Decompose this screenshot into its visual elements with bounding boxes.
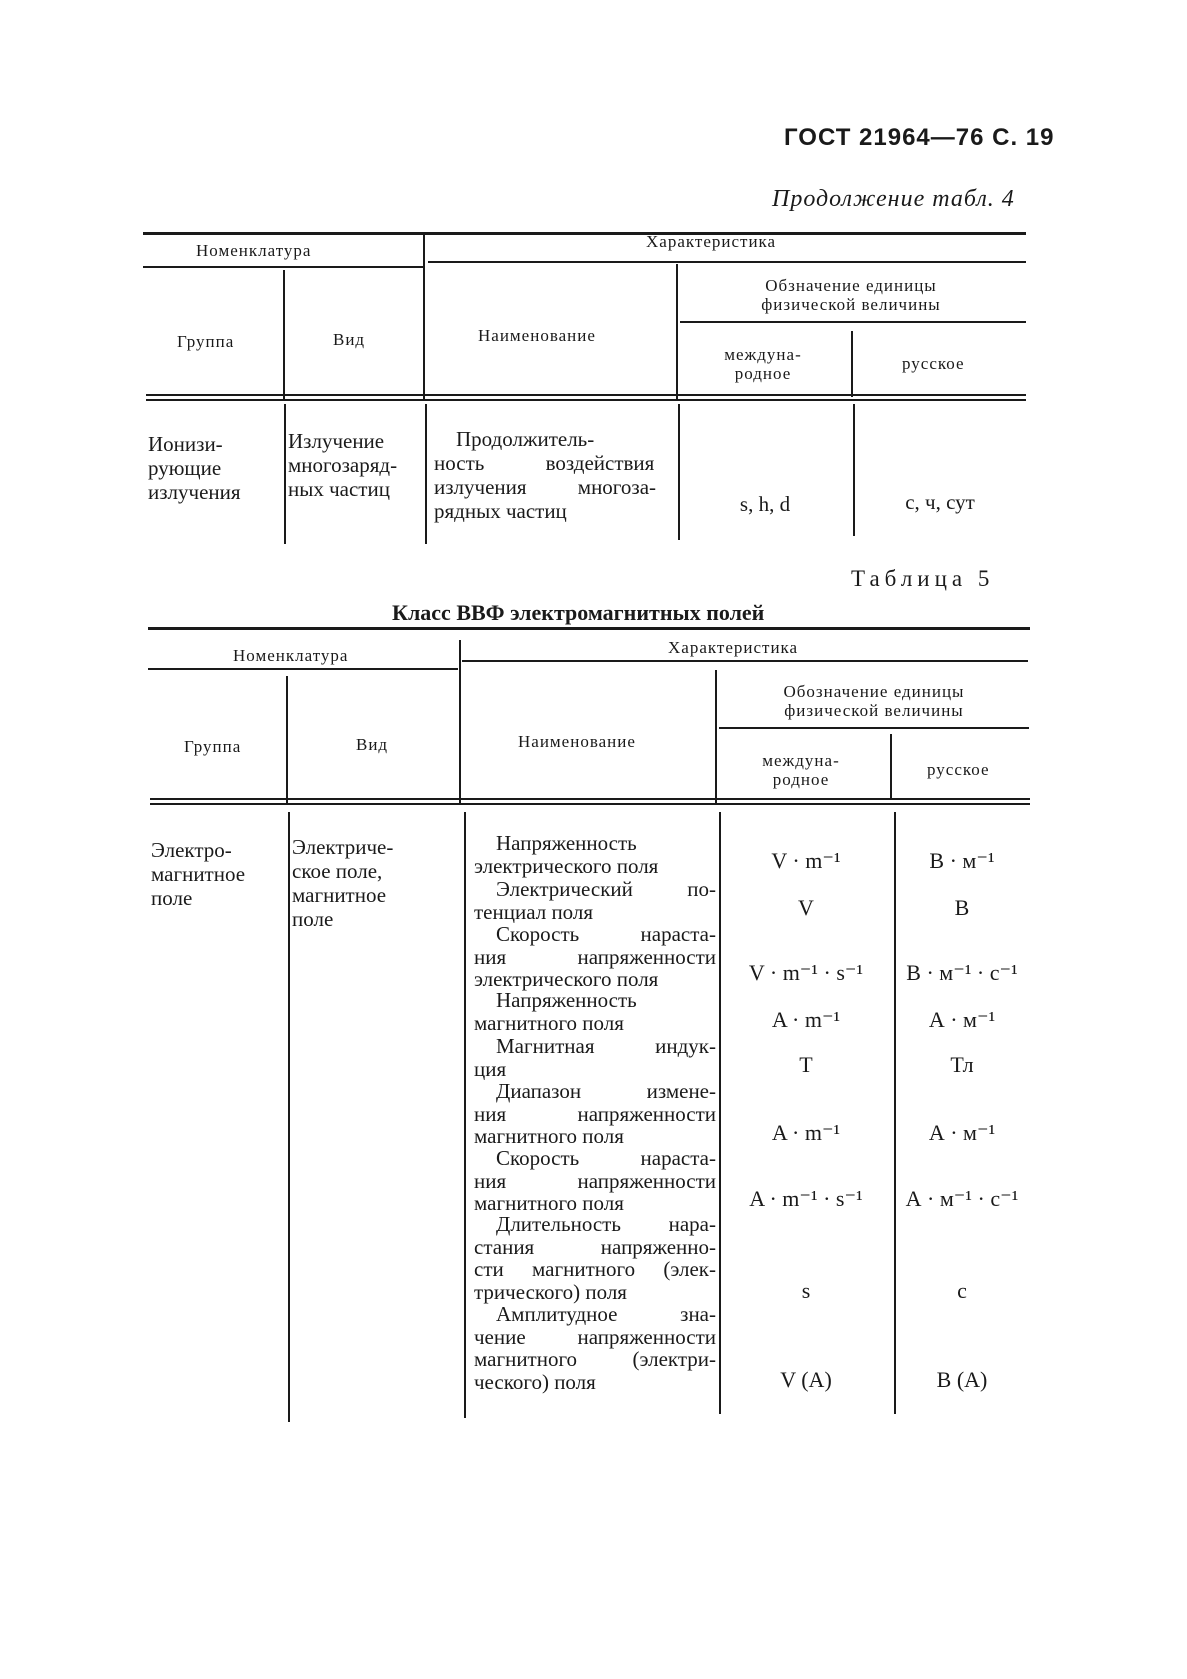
table-4-body-vline-2: [425, 404, 427, 544]
table-5-kind-line: магнитное: [292, 883, 387, 907]
table-5-name-line: чение напряженности: [474, 1324, 716, 1349]
table-5-header-bottom-rule: [150, 798, 1030, 800]
table-5-name-cell: [474, 832, 716, 877]
table-5-vline-3: [715, 670, 717, 804]
table-4-body-vline-3: [678, 404, 680, 540]
table-5-name-line: Электрический по-: [496, 877, 716, 901]
table-5-name-line: ния напряженности: [474, 1168, 716, 1193]
table-5-name-line: стания напряженно-: [474, 1234, 716, 1259]
table-4-header-name: Наименование: [478, 326, 596, 345]
table-5-international-unit: V (A): [780, 1367, 832, 1392]
table-5-name-line: Длительность нара-: [496, 1212, 716, 1236]
table-5-kind-line: поле: [292, 907, 334, 931]
table-5-name-line: ческого) поля: [474, 1369, 596, 1394]
table-4-vline-2: [283, 270, 285, 400]
table-5-header-kind: Вид: [356, 735, 389, 754]
table-5-name-line: трического) поля: [474, 1279, 627, 1304]
table-5-title: Класс ВВФ электромагнитных полей: [392, 600, 765, 625]
table-5-header-russian: русское: [927, 760, 990, 779]
table-4-header-kind: Вид: [333, 330, 366, 349]
table-4-vline-1: [423, 234, 425, 400]
table-5-russian-unit: А · м⁻¹: [928, 1120, 996, 1145]
table-5-name-line: электрического поля: [474, 853, 659, 878]
table-5-characteristic-underline: [462, 660, 1028, 662]
table-5-name-line: тенциал поля: [474, 899, 594, 924]
table-5-header-unit-line-2: физической величины: [784, 701, 964, 720]
table-4-header-characteristic: Характеристика: [646, 232, 777, 251]
table-4-header-bottom-rule-2: [146, 399, 1026, 401]
table-5-vline-1: [459, 640, 461, 804]
table-5-russian-unit: А · м⁻¹: [928, 1007, 996, 1032]
table-5-name-cell: [474, 1080, 716, 1148]
table-5-kind-line: Электриче-: [292, 835, 394, 859]
table-5-name-line: ния напряженности: [474, 1101, 716, 1126]
table-4-header-international-line-1: междуна-: [724, 345, 802, 364]
table-4-group-line: излучения: [148, 480, 241, 504]
table-5-header-bottom-rule-2: [150, 803, 1030, 805]
table-5-name-line: магнитного поля: [474, 1191, 624, 1215]
table-4-name-line: рядных частиц: [434, 499, 567, 523]
table-5-group-line: магнитное: [151, 862, 246, 886]
table-5-header-characteristic: Характеристика: [668, 638, 799, 657]
table-4-header-unit-line-2: физической величины: [761, 295, 941, 314]
table-5-name-line: Скорость нараста-: [496, 1146, 716, 1170]
table-4-cell-group: [148, 432, 241, 504]
table-5-body-vline-3: [719, 812, 721, 1414]
table-4-unit-underline: [680, 321, 1026, 323]
table-5-international-unit: V · m⁻¹ · s⁻¹: [748, 960, 864, 985]
table-4-cell-international: s, h, d: [739, 492, 791, 516]
table-5-vline-2: [286, 676, 288, 804]
table-4-header-international-line-2: родное: [734, 364, 792, 383]
table-4-header-unit: [740, 276, 962, 314]
table-5-russian-unit: А · м⁻¹ · с⁻¹: [905, 1186, 1019, 1211]
table-4-characteristic-underline: [428, 261, 1026, 263]
table-5-header-name: Наименование: [518, 732, 636, 751]
table-5-body-vline-2: [464, 812, 466, 1418]
table-4-kind-line: Излучение: [288, 429, 385, 453]
table-5-header-unit-line-1: Обозначение единицы: [783, 682, 965, 701]
table-5-name-line: Скорость нараста-: [496, 922, 716, 946]
table-5-russian-unit: В (А): [936, 1367, 988, 1392]
table-4-header-nomenclature: Номенклатура: [196, 241, 312, 260]
table-4-caption: Продолжение табл. 4: [772, 186, 1015, 212]
table-5-top-rule: [148, 627, 1030, 630]
table-5-name-line: сти магнитного (элек-: [474, 1257, 716, 1281]
table-5-header-unit: [760, 682, 988, 720]
table-5-cell-group: [151, 838, 245, 910]
table-5-international-unit: V: [798, 895, 814, 920]
table-4-name-line: излучения многоза-: [434, 475, 657, 499]
table-4-header-russian: русское: [902, 354, 965, 373]
table-5-unit-underline: [719, 727, 1029, 729]
table-5-name-cell: [474, 878, 716, 923]
table-5-header-group: Группа: [184, 737, 242, 756]
table-4-group-line: рующие: [148, 456, 222, 480]
table-5-international-unit: V · m⁻¹: [771, 848, 841, 873]
table-5-body-vline-1: [288, 812, 290, 1422]
table-5-name-cell: [474, 1035, 716, 1080]
table-5-international-unit: A · m⁻¹: [771, 1007, 841, 1032]
table-4-cell-name: [434, 427, 672, 523]
table-5-name-line: Амплитудное зна-: [496, 1302, 716, 1326]
table-5-name-cell: [474, 1147, 716, 1215]
table-4-vline-3: [676, 264, 678, 400]
table-4-body-vline-4: [853, 404, 855, 536]
table-5-international-unit: A · m⁻¹ · s⁻¹: [749, 1186, 863, 1211]
table-5-group-line: Электро-: [151, 838, 232, 862]
table-5-nomenclature-underline: [148, 668, 458, 670]
table-4-kind-line: многозаряд-: [288, 453, 398, 477]
table-4-name-line: Продолжитель-: [456, 427, 595, 451]
table-5-name-cell: [474, 989, 716, 1034]
table-5-header-international: [738, 751, 864, 789]
table-4-header-unit-line-1: Обзначение единицы: [765, 276, 937, 295]
table-4-header-bottom-rule: [146, 394, 1026, 396]
table-5-name-line: ция: [474, 1056, 507, 1081]
table-4-cell-russian: с, ч, сут: [905, 490, 975, 514]
table-5-name-line: магнитного поля: [474, 1124, 624, 1148]
table-4-group-line: Ионизи-: [148, 432, 223, 456]
table-5-international-unit: T: [799, 1052, 813, 1077]
table-5-name-line: Магнитная индук-: [496, 1034, 716, 1058]
table-5-russian-unit: с: [957, 1278, 967, 1303]
table-5-name-cell: [474, 1213, 716, 1303]
table-5-russian-unit: Тл: [950, 1052, 974, 1077]
table-5-russian-unit: В · м⁻¹ · с⁻¹: [906, 960, 1018, 985]
table-5-name-line: ния напряженности: [474, 944, 716, 969]
table-5-russian-unit: В · м⁻¹: [929, 848, 995, 873]
table-5-header-international-line-2: родное: [772, 770, 830, 789]
table-5-name-cell: [474, 1303, 716, 1393]
table-5-group-line: поле: [151, 886, 193, 910]
table-5-name-line: Диапазон измене-: [496, 1079, 716, 1103]
table-5-header-international-line-1: междуна-: [762, 751, 840, 770]
table-5-international-unit: s: [801, 1278, 811, 1303]
table-5-name-line: Напряженность: [496, 831, 637, 855]
table-4-body-vline-1: [284, 404, 286, 544]
table-5-name-cell: [474, 923, 716, 991]
table-5-russian-unit: В: [954, 895, 970, 920]
table-5-cell-kind: [292, 835, 393, 931]
table-5-name-line: магнитного (электри-: [474, 1347, 716, 1371]
table-5-header-nomenclature: Номенклатура: [233, 646, 349, 665]
table-4-kind-line: ных частиц: [288, 477, 390, 501]
table-5-kind-line: ское поле,: [292, 859, 383, 883]
table-4-header-international: [700, 345, 826, 383]
table-4-nomenclature-underline: [143, 266, 424, 268]
table-5-name-line: магнитного поля: [474, 1010, 624, 1035]
table-5-name-line: электрического поля: [474, 967, 659, 991]
table-5-name-line: Напряженность: [496, 988, 637, 1012]
table-4-cell-kind: [288, 429, 397, 501]
table-4-vline-4: [851, 331, 853, 397]
table-4-top-rule: [143, 232, 1026, 235]
table-5-vline-4: [890, 734, 892, 800]
table-4-name-line: ность воздействия: [434, 451, 655, 475]
table-4-header-group: Группа: [177, 332, 235, 351]
table-5-label: Таблица 5: [851, 566, 995, 591]
page-header: ГОСТ 21964—76 С. 19: [784, 124, 1055, 151]
table-5-international-unit: A · m⁻¹: [771, 1120, 841, 1145]
